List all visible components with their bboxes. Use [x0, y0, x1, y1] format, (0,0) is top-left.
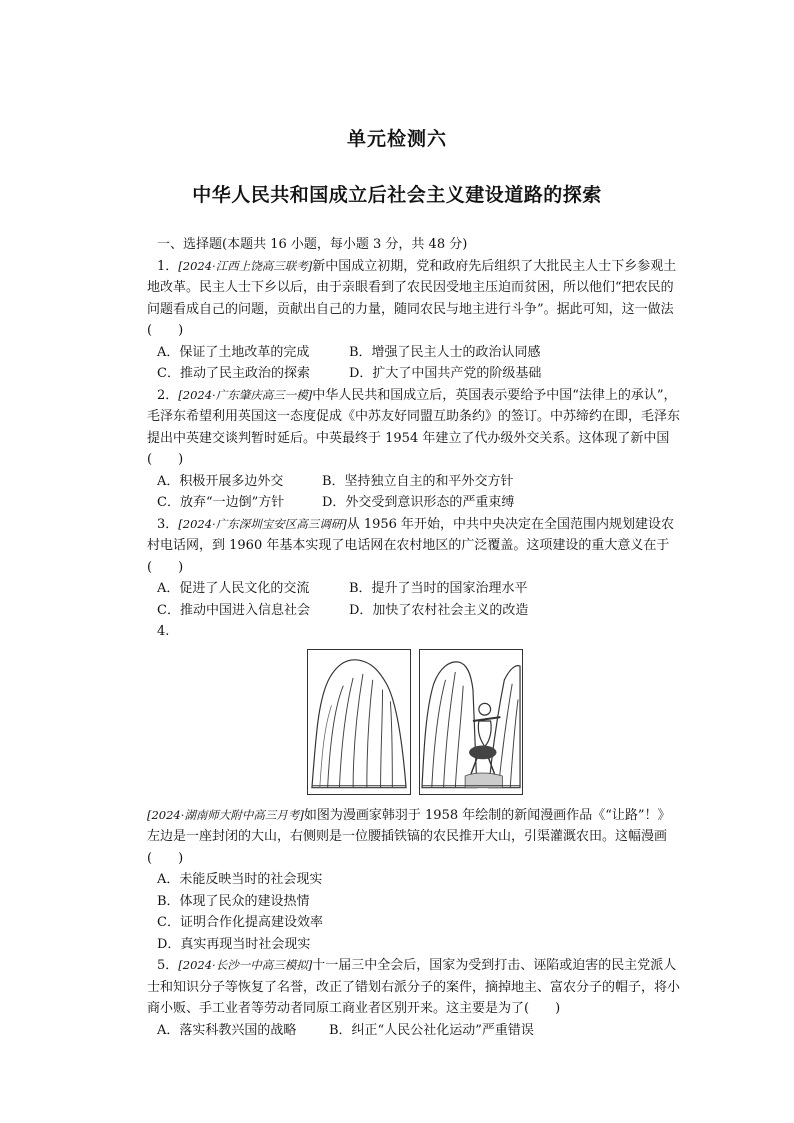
question-number: 4.: [157, 624, 170, 639]
question-stem: 十一届三中全会后，国家为受到打击、诬陷或迫害的民主党派人士和知识分子等恢复了名誉，改正了错划右派分子的案件，摘掉地主、富农分子的帽子，将小商小贩、手工业者等劳动者同原工商业者区别开来。这主要是为了( ): [147, 958, 681, 1016]
page-title: 单元检测六: [346, 128, 447, 150]
option-b: B．提升了当时的国家治理水平: [349, 581, 528, 596]
question-stem: 中华人民共和国成立后，英国表示要给予中国“法律上的承认”，毛泽东希望利用英国这一态度促成《中苏友好同盟互助条约》的签订。中苏缔约在即，毛泽东提出中英建交谈判暂时延后。中英最终于 1954 年建立了代办级外交关系。这体现了新中国( ): [147, 387, 681, 467]
section-heading: 一、选择题(本题共 16 小题，每小题 3 分，共 48 分): [157, 237, 468, 252]
option-a: A．促进了人民文化的交流: [157, 581, 310, 596]
option-b: B．体现了民众的建设热情: [157, 893, 310, 909]
option-b: B．增强了民主人士的政治认同感: [349, 344, 541, 360]
question-source: [2024·广东肇庆高三一模]: [178, 387, 313, 402]
option-d: D．外交受到意识形态的严重束缚: [322, 495, 515, 510]
question-stem: 新中国成立初期，党和政府先后组织了大批民主人士下乡参观土地改革。民主人士下乡以后，由于亲眼看到了农民因受地主压迫而贫困，所以他们“把农民的问题看成自己的问题，贡献出自己的力量，随同农民与地主进行斗争”。据此可知，这一做法( ): [147, 258, 677, 338]
cartoon-left-panel: [307, 649, 411, 795]
question-number: 3．: [157, 516, 179, 532]
question-3: [147, 514, 682, 622]
option-d: D．加快了农村社会主义的改造: [349, 602, 529, 618]
cartoon-figure: [147, 649, 682, 799]
question-2: [147, 385, 682, 514]
question-number: 2．: [157, 387, 179, 403]
question-4: [147, 621, 682, 955]
question-1: [147, 256, 682, 385]
question-source: [2024·广东深圳宝安区高三调研]: [178, 516, 347, 531]
question-number: 1．: [157, 258, 179, 274]
option-b: B．纠正“人民公社化运动”严重错误: [329, 1022, 534, 1038]
option-d: D．真实再现当时社会现实: [157, 936, 311, 952]
closed-mountain-illustration: [308, 650, 410, 794]
option-a: A．保证了土地改革的完成: [157, 344, 310, 360]
question-list: [147, 234, 682, 1041]
question-source: [2024·湖南师大附中高三月考]: [147, 807, 304, 822]
page-subtitle: 中华人民共和国成立后社会主义建设道路的探索: [192, 184, 602, 206]
question-number: 5．: [157, 958, 179, 973]
option-d: D．扩大了中国共产党的阶级基础: [349, 366, 542, 381]
option-b: B．坚持独立自主的和平外交方针: [322, 473, 514, 489]
option-c: C．推动了民主政治的探索: [157, 366, 310, 381]
cartoon-right-panel: [419, 649, 523, 795]
option-c: C．证明合作化提高建设效率: [157, 915, 323, 930]
question-stem: 从 1956 年开始，中共中央决定在全国范围内规划建设农村电话网，到 1960 年基本实现了电话网在农村地区的广泛覆盖。这项建设的重大意义在于( ): [147, 516, 675, 575]
option-c: C．放弃“一边倒”方针: [157, 495, 285, 510]
option-a: A．积极开展多边外交: [157, 473, 284, 489]
option-a: A．落实科教兴国的战略: [157, 1022, 297, 1038]
question-source: [2024·江西上饶高三联考]: [178, 258, 313, 273]
question-source: [2024·长沙一中高三模拟]: [178, 958, 313, 972]
farmer-pushing-mountain-illustration: [420, 650, 522, 794]
question-stem: 如图为漫画家韩羽于 1958 年绘制的新闻漫画作品《“让路”！》左边是一座封闭的大山，右侧则是一位腰插铁镐的农民推开大山，引渠灌溉农田。这幅漫画( ): [147, 807, 671, 866]
option-c: C．推动中国进入信息社会: [157, 602, 310, 618]
option-a: A．未能反映当时的社会现实: [157, 872, 323, 887]
question-5: [147, 955, 682, 1041]
